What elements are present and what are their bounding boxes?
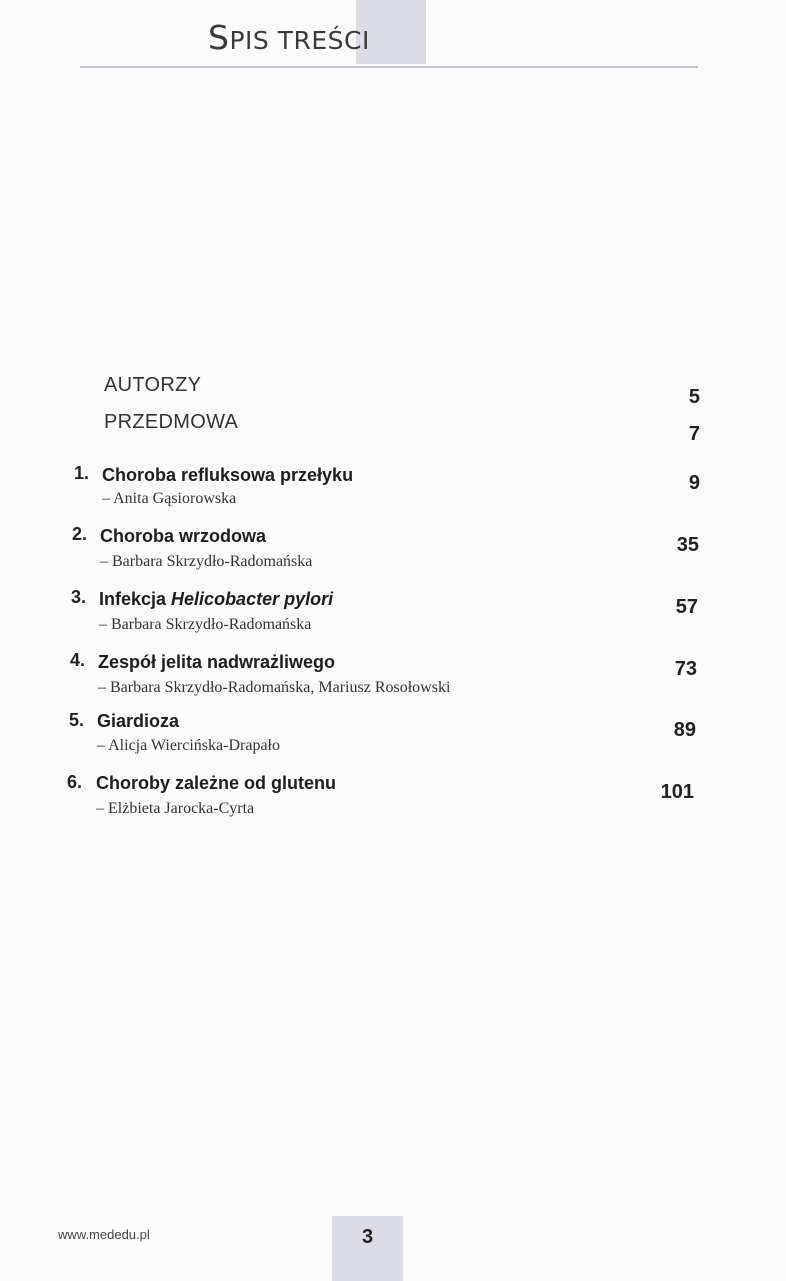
chapter-number: 3. (71, 587, 87, 607)
chapter-author: – Alicja Wiercińska-Drapało (97, 737, 280, 754)
chapter-title: Giardioza (97, 711, 180, 731)
chapter-number: 4. (70, 650, 86, 670)
chapter-title: Choroba wrzodowa (100, 526, 266, 546)
footer-page-number: 3 (361, 1226, 374, 1248)
chapter-author: – Elżbieta Jarocka-Cyrta (96, 800, 255, 817)
page-number: 35 (676, 534, 699, 556)
header-divider (80, 66, 698, 68)
chapter-number: 6. (67, 772, 83, 792)
page-number: 7 (688, 423, 700, 445)
chapter-number: 2. (72, 524, 88, 544)
page-number: 89 (673, 719, 696, 741)
chapter-title: Choroba refluksowa przełyku (102, 465, 354, 485)
page-number: 9 (688, 472, 700, 494)
chapter-author: – Anita Gąsiorowska (102, 490, 237, 507)
chapter-author: – Barbara Skrzydło-Radomańska (99, 616, 312, 633)
front-item-przedmowa: PRZEDMOWA (104, 411, 239, 433)
chapter-title: Infekcja Helicobacter pylori (99, 589, 334, 609)
chapter-author: – Barbara Skrzydło-Radomańska, Mariusz Rosołowski (98, 679, 451, 696)
page-number: 101 (660, 781, 694, 803)
chapter-number: 1. (74, 463, 90, 483)
page-title: SPIS TREŚCI (208, 18, 370, 57)
footer-url: www.mededu.pl (58, 1227, 150, 1242)
chapter-title: Choroby zależne od glutenu (96, 773, 337, 793)
chapter-title: Zespół jelita nadwrażliwego (98, 652, 336, 672)
page-number: 57 (675, 596, 698, 618)
chapter-author: – Barbara Skrzydło-Radomańska (100, 553, 313, 570)
front-item-autorzy: AUTORZY (104, 374, 202, 396)
page-number: 5 (688, 386, 700, 408)
chapter-number: 5. (69, 710, 85, 730)
page-number: 73 (674, 658, 697, 680)
